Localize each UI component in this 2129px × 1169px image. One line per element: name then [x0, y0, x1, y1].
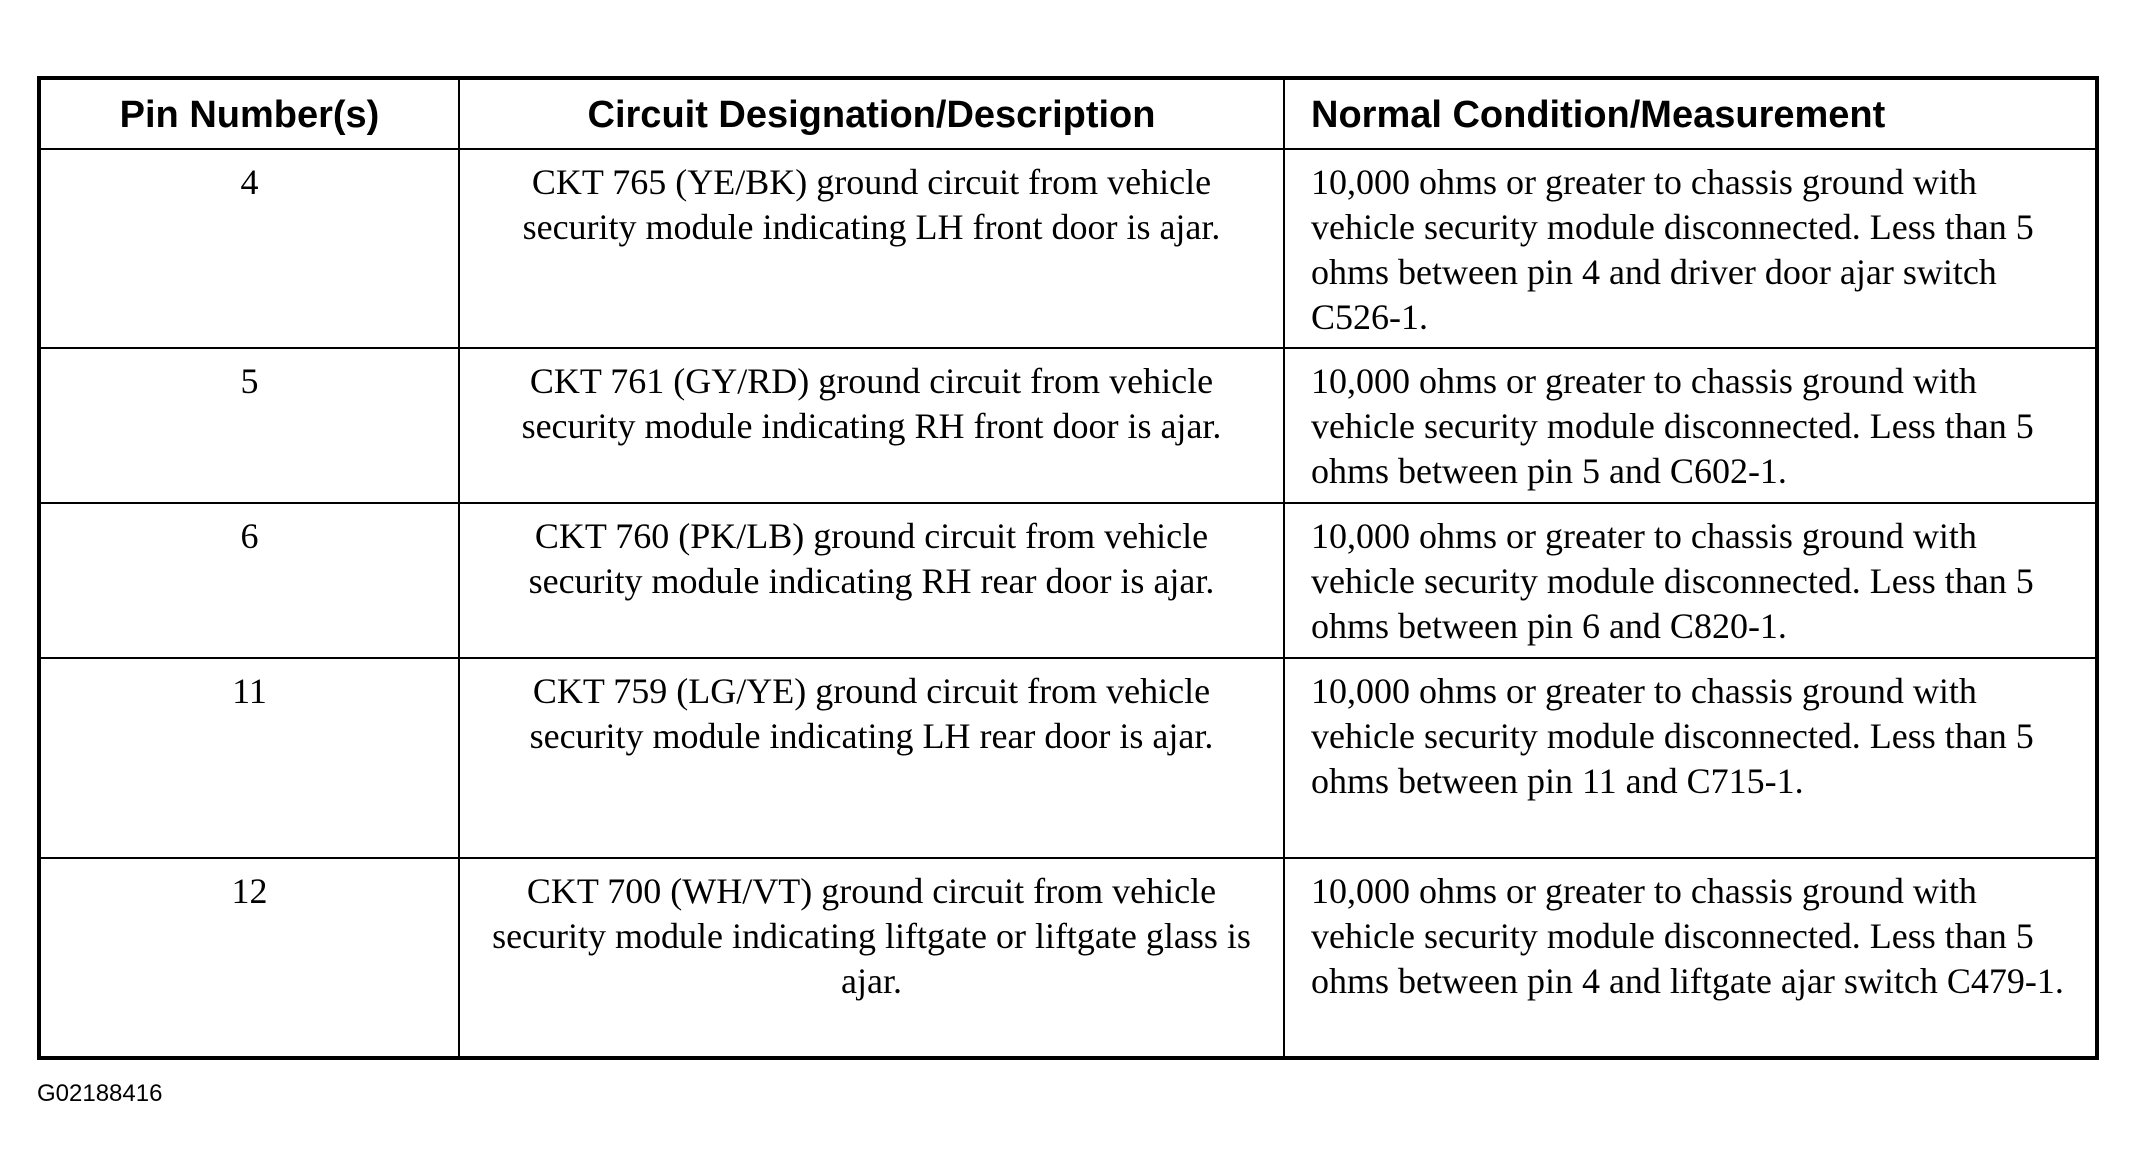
table-row [39, 348, 2097, 503]
normal-condition-cell: 10,000 ohms or greater to chassis ground with vehicle security module disconnected. Less than 5 ohms between pin 6 and C820-1. [1284, 503, 2097, 658]
normal-condition-cell: 10,000 ohms or greater to chassis ground with vehicle security module disconnected. Less than 5 ohms between pin 11 and C715-1. [1284, 658, 2097, 858]
circuit-description-cell: CKT 759 (LG/YE) ground circuit from vehicle security module indicating LH rear door is ajar. [459, 658, 1284, 858]
pin-number-cell: 12 [39, 858, 459, 1058]
pin-number-cell: 11 [39, 658, 459, 858]
normal-condition-cell: 10,000 ohms or greater to chassis ground with vehicle security module disconnected. Less than 5 ohms between pin 4 and liftgate ajar switch C479-1. [1284, 858, 2097, 1058]
figure-code: G02188416 [37, 1080, 163, 1107]
pin-number-cell: 5 [39, 348, 459, 503]
table-row [39, 149, 2097, 348]
pin-number-cell: 6 [39, 503, 459, 658]
pin-number-cell: 4 [39, 149, 459, 348]
header-normal-condition: Normal Condition/Measurement [1284, 78, 2097, 149]
normal-condition-cell: 10,000 ohms or greater to chassis ground with vehicle security module disconnected. Less than 5 ohms between pin 5 and C602-1. [1284, 348, 2097, 503]
circuit-description-cell: CKT 700 (WH/VT) ground circuit from vehicle security module indicating liftgate or liftgate glass is ajar. [459, 858, 1284, 1058]
circuit-description-cell: CKT 760 (PK/LB) ground circuit from vehicle security module indicating RH rear door is ajar. [459, 503, 1284, 658]
circuit-description-cell: CKT 761 (GY/RD) ground circuit from vehicle security module indicating RH front door is ajar. [459, 348, 1284, 503]
normal-condition-cell: 10,000 ohms or greater to chassis ground with vehicle security module disconnected. Less than 5 ohms between pin 4 and driver door ajar switch C526-1. [1284, 149, 2097, 348]
table-row [39, 858, 2097, 1058]
circuit-description-cell: CKT 765 (YE/BK) ground circuit from vehicle security module indicating LH front door is ajar. [459, 149, 1284, 348]
table-header-row [39, 78, 2097, 149]
pin-circuit-table [37, 76, 2099, 1060]
table-row [39, 503, 2097, 658]
header-circuit-description: Circuit Designation/Description [459, 78, 1284, 149]
table-row [39, 658, 2097, 858]
header-pin-numbers: Pin Number(s) [39, 78, 459, 149]
